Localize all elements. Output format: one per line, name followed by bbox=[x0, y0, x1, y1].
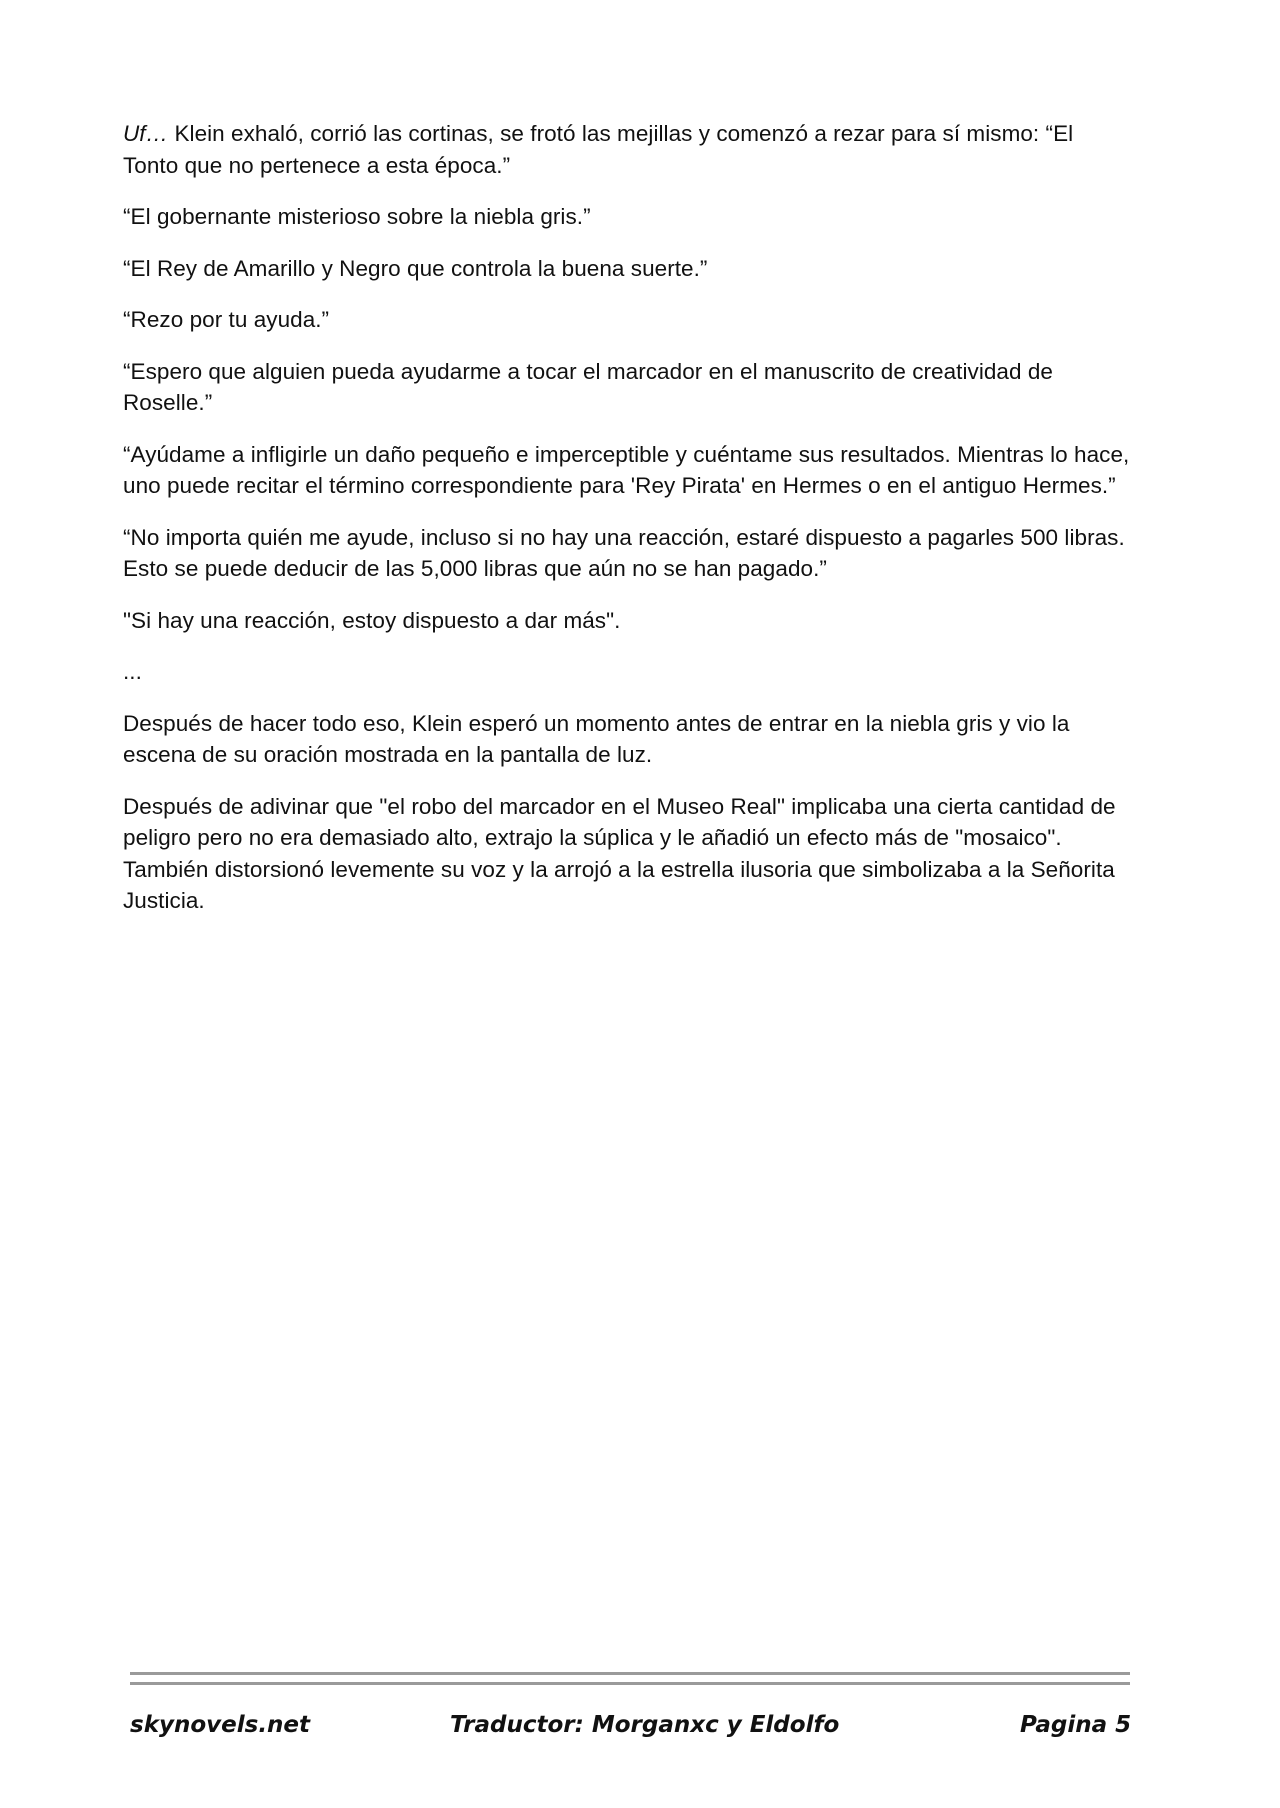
footer-divider bbox=[130, 1672, 1130, 1692]
paragraph-7: “No importa quién me ayude, incluso si no hay una reacción, estaré dispuesto a pagarles 500 libras. Esto se puede deducir de las 5,000 libras que aún no se han pagado.” bbox=[123, 524, 1125, 581]
footer-site: skynovels.net bbox=[130, 1712, 311, 1738]
paragraph-1-text: Klein exhaló, corrió las cortinas, se frotó las mejillas y comenzó a rezar para sí mismo: “El Tonto que no pertenece a esta época.” bbox=[123, 121, 1074, 178]
footer-translator: Traductor: Morganxc y Eldolfo bbox=[450, 1712, 840, 1738]
paragraph-2: “El gobernante misterioso sobre la niebla gris.” bbox=[123, 204, 591, 229]
paragraph-5: “Espero que alguien pueda ayudarme a tocar el marcador en el manuscrito de creatividad de Roselle.” bbox=[123, 358, 1053, 415]
footer-page-number: Pagina 5 bbox=[1020, 1712, 1132, 1738]
paragraph-1-italic-lead: Uf… bbox=[123, 121, 169, 146]
paragraph-11: Después de adivinar que "el robo del marcador en el Museo Real" implicaba una cierta cantidad de peligro pero no era demasiado alto, extrajo la súplica y le añadió un efecto más de "mosaico". También distorsionó levemente su voz y la arrojó a la estrella ilusoria que simbolizaba a la Señorita Justicia. bbox=[123, 793, 1116, 913]
paragraph-1 bbox=[123, 118, 1133, 181]
paragraph-4: “Rezo por tu ayuda.” bbox=[123, 307, 330, 332]
paragraph-10: Después de hacer todo eso, Klein esperó un momento antes de entrar en la niebla gris y vio la escena de su oración mostrada en la pantalla de luz. bbox=[123, 710, 1070, 767]
paragraph-3: “El Rey de Amarillo y Negro que controla la buena suerte.” bbox=[123, 255, 708, 281]
document-body bbox=[123, 118, 1133, 937]
paragraph-6: “Ayúdame a infligirle un daño pequeño e imperceptible y cuéntame sus resultados. Mientras lo hace, uno puede recitar el término correspondiente para 'Rey Pirata' en Hermes o en el antiguo Hermes.” bbox=[123, 441, 1130, 498]
page-footer bbox=[0, 1712, 1280, 1752]
paragraph-8: "Si hay una reacción, estoy dispuesto a dar más". bbox=[123, 607, 621, 633]
footer-rule-bottom bbox=[130, 1682, 1130, 1685]
footer-rule-top bbox=[130, 1672, 1130, 1675]
paragraph-9: ... bbox=[123, 659, 142, 684]
